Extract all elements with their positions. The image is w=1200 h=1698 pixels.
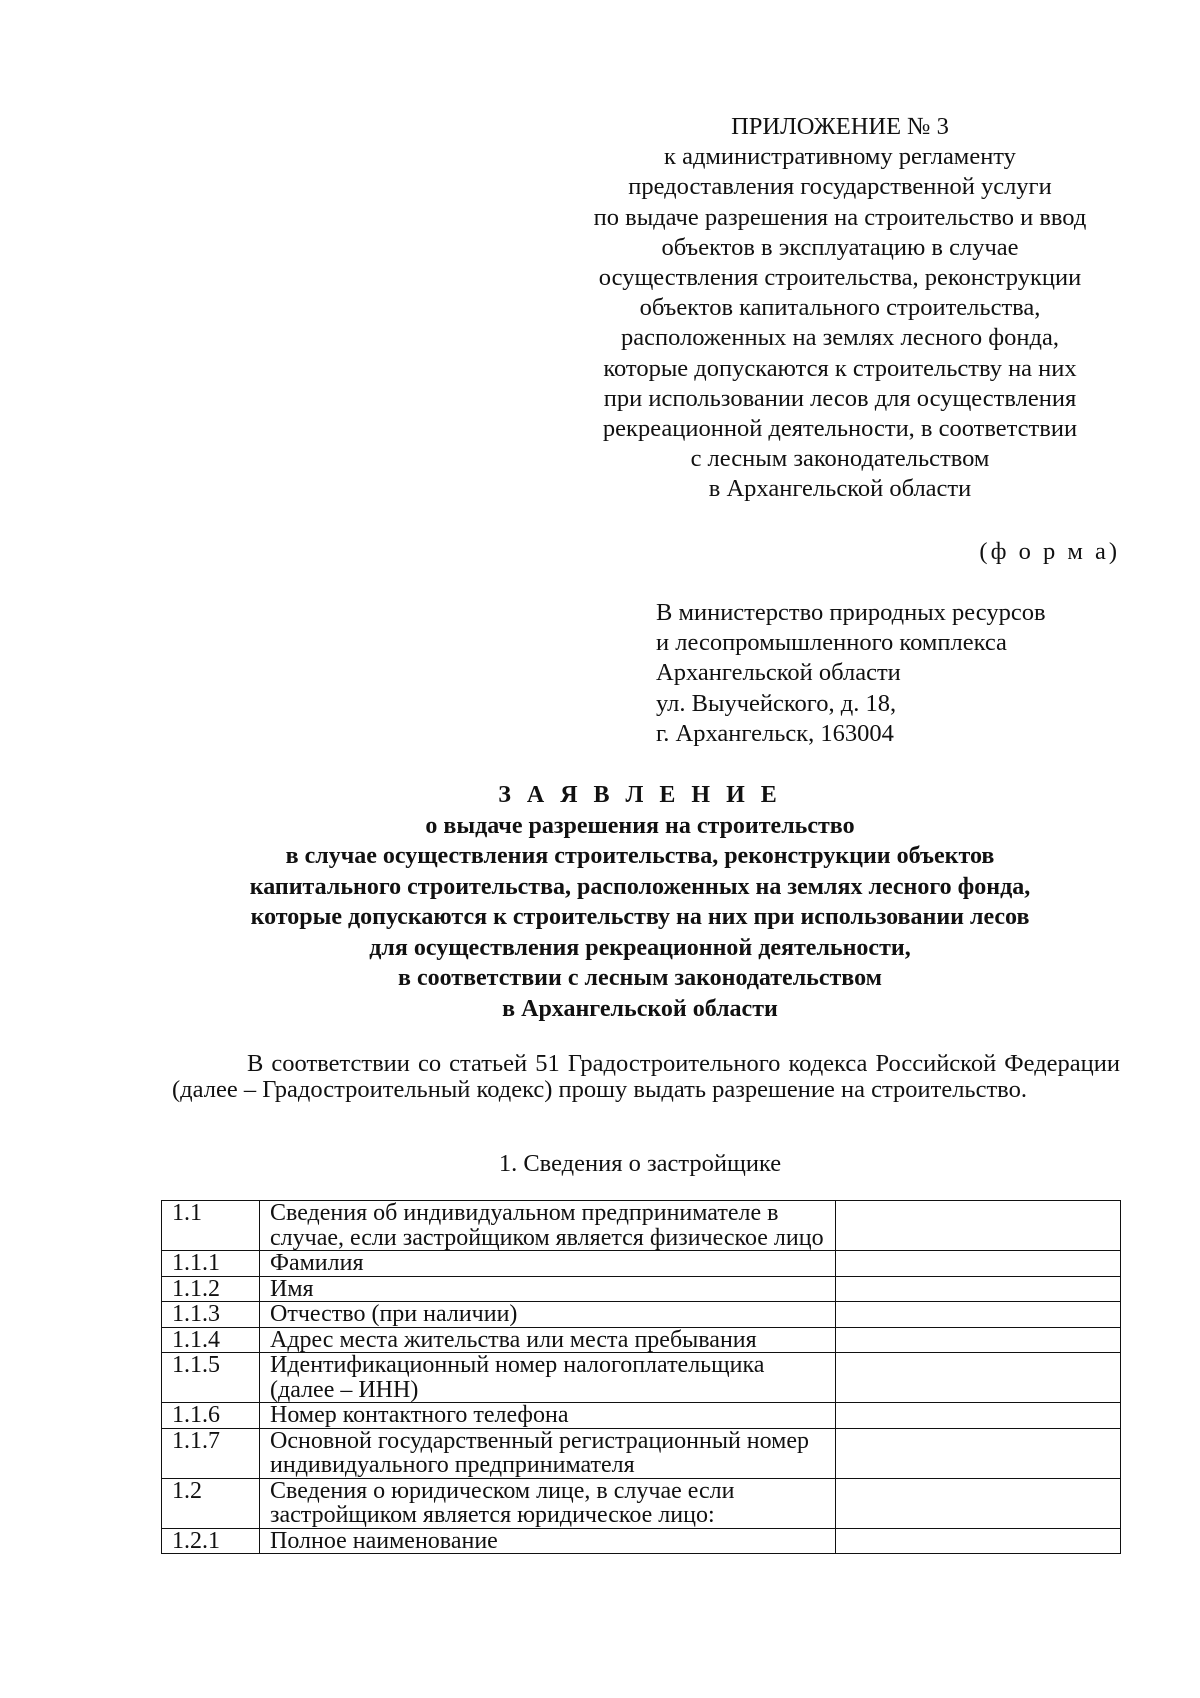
- row-label: Номер контактного телефона: [260, 1403, 836, 1429]
- row-value-cell[interactable]: [836, 1353, 1121, 1403]
- row-label: Полное наименование: [260, 1528, 836, 1554]
- row-label: Имя: [260, 1276, 836, 1302]
- addressee-line: Архангельской области: [656, 659, 901, 687]
- appendix-header: [560, 112, 1120, 505]
- table-row: [162, 1428, 1121, 1478]
- row-label: Фамилия: [260, 1251, 836, 1277]
- title-line: в соответствии с лесным законодательством: [397, 965, 882, 991]
- row-value-cell[interactable]: [836, 1403, 1121, 1429]
- appendix-line: рекреационной деятельности, в соответствии: [602, 415, 1078, 443]
- row-number: 1.1.6: [162, 1403, 260, 1429]
- appendix-line: которые допускаются к строительству на них: [603, 354, 1077, 382]
- row-number: 1.2.1: [162, 1528, 260, 1554]
- addressee-line: и лесопромышленного комплекса: [656, 629, 1007, 657]
- row-value-cell[interactable]: [836, 1201, 1121, 1251]
- table-row: [162, 1302, 1121, 1328]
- addressee-line: В министерство природных ресурсов: [656, 599, 1046, 626]
- row-number: 1.1.1: [162, 1251, 260, 1277]
- document-heading: З А Я В Л Е Н И Е: [498, 782, 782, 808]
- table-row: [162, 1276, 1121, 1302]
- row-value-cell[interactable]: [836, 1276, 1121, 1302]
- title-line: капитального строительства, расположенных на землях лесного фонда,: [249, 873, 1031, 900]
- row-number: 1.1.4: [162, 1327, 260, 1353]
- row-number: 1.1.3: [162, 1302, 260, 1328]
- title-line: в Архангельской области: [502, 995, 778, 1022]
- row-number: 1.1.2: [162, 1276, 260, 1302]
- form-label: (ф о р м а): [979, 538, 1120, 565]
- appendix-line: с лесным законодательством: [690, 445, 990, 473]
- table-row: [162, 1251, 1121, 1277]
- row-label: Основной государственный регистрационный номер индивидуального предпринимателя: [260, 1428, 836, 1478]
- appendix-line: к административному регламенту: [664, 143, 1016, 171]
- appendix-line: осуществления строительства, реконструкции: [598, 264, 1082, 292]
- title-line: для осуществления рекреационной деятельности,: [369, 934, 911, 961]
- table-row: [162, 1528, 1121, 1554]
- appendix-line: предоставления государственной услуги: [628, 173, 1052, 201]
- row-value-cell[interactable]: [836, 1528, 1121, 1554]
- section-title: 1. Сведения о застройщике: [498, 1150, 782, 1177]
- appendix-line: в Архангельской области: [708, 475, 972, 503]
- table-row: [162, 1403, 1121, 1429]
- row-value-cell[interactable]: [836, 1251, 1121, 1277]
- appendix-line: объектов в эксплуатацию в случае: [661, 233, 1019, 261]
- appendix-line: по выдаче разрешения на строительство и ввод: [593, 203, 1087, 231]
- appendix-line: объектов капитального строительства,: [639, 294, 1041, 322]
- row-label: Сведения о юридическом лице, в случае если застройщиком является юридическое лицо:: [260, 1478, 836, 1528]
- table-row: [162, 1327, 1121, 1353]
- row-value-cell[interactable]: [836, 1327, 1121, 1353]
- addressee-line: ул. Выучейского, д. 18,: [656, 689, 897, 717]
- row-label: Отчество (при наличии): [260, 1302, 836, 1328]
- row-label: Адрес места жительства или места пребывания: [260, 1327, 836, 1353]
- appendix-line: при использовании лесов для осуществления: [603, 384, 1077, 412]
- table-row: [162, 1201, 1121, 1251]
- appendix-line: ПРИЛОЖЕНИЕ № 3: [731, 113, 949, 140]
- intro-paragraph: В соответствии со статьей 51 Градостроительного кодекса Российской Федерации (далее – Градостроительный кодекс) прошу выдать разрешение на строительство.: [172, 1050, 1120, 1103]
- title-line: которые допускаются к строительству на них при использовании лесов: [250, 904, 1030, 930]
- row-number: 1.2: [162, 1478, 260, 1528]
- addressee-line: г. Архангельск, 163004: [656, 719, 894, 747]
- row-value-cell[interactable]: [836, 1478, 1121, 1528]
- row-number: 1.1.5: [162, 1353, 260, 1403]
- row-value-cell[interactable]: [836, 1428, 1121, 1478]
- appendix-line: расположенных на землях лесного фонда,: [621, 324, 1059, 352]
- row-number: 1.1: [162, 1201, 260, 1251]
- row-label: Идентификационный номер налогоплательщика (далее – ИНН): [260, 1353, 836, 1403]
- document-title: [160, 780, 1120, 1024]
- developer-info-table: [161, 1200, 1121, 1554]
- row-label: Сведения об индивидуальном предпринимателе в случае, если застройщиком является физическое лицо: [260, 1201, 836, 1251]
- row-value-cell[interactable]: [836, 1302, 1121, 1328]
- addressee-block: [656, 598, 1046, 749]
- table-row: [162, 1353, 1121, 1403]
- row-number: 1.1.7: [162, 1428, 260, 1478]
- title-line: о выдаче разрешения на строительство: [425, 812, 855, 839]
- table-row: [162, 1478, 1121, 1528]
- title-line: в случае осуществления строительства, реконструкции объектов: [285, 843, 995, 869]
